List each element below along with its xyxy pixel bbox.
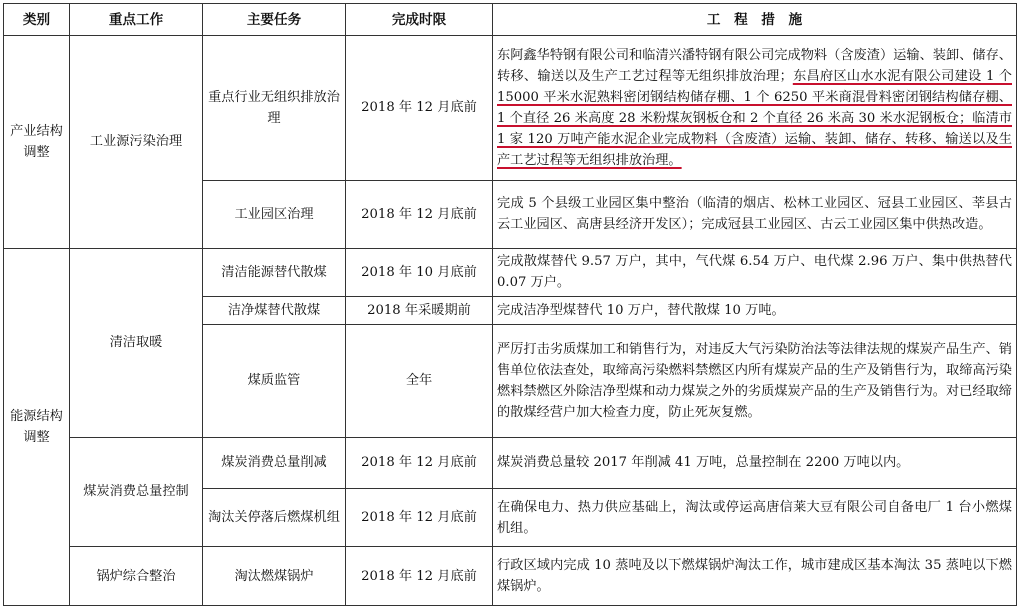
measure-cell: 完成 5 个县级工业园区集中整治（临清的烟店、松林工业园区、冠县工业园区、莘县古云工业园区、高唐县经济开发区）；完成冠县工业园区、古云工业园区集中供热改造。 bbox=[493, 180, 1017, 248]
header-deadline: 完成时限 bbox=[346, 4, 493, 36]
task-cell: 淘汰燃煤锅炉 bbox=[203, 547, 346, 606]
deadline-cell: 全年 bbox=[346, 324, 493, 437]
task-cell: 煤质监管 bbox=[203, 324, 346, 437]
measures-table bbox=[3, 3, 1017, 606]
deadline-cell: 2018 年 10 月底前 bbox=[346, 248, 493, 296]
header-main-task: 主要任务 bbox=[203, 4, 346, 36]
header-key-work: 重点工作 bbox=[70, 4, 203, 36]
measure-text: 东阿鑫华特钢有限公司和临清兴潘特钢有限公司完成物料（含废渣）运输、装卸、储存、转移、输送以及生产工艺过程等无组织排放治理； bbox=[497, 47, 1012, 84]
measure-underlined-text: 东昌府区山水水泥有限公司建设 1 个 15000 平米水泥熟料密闭钢结构储存棚、1 个 6250 平米商混骨料密闭钢结构储存棚、1 个直径 26 米高度 28 米粉煤灰钢板仓和 2 个直径 26 米高 30 米水泥钢板仓；临清市 1 家 120 万吨产能水泥企业完成物料（含废渣）运输、装卸、储存、转移、输送以及生产工艺过程等无组织排放治理。 bbox=[497, 68, 1012, 168]
task-cell: 重点行业无组织排放治理 bbox=[203, 36, 346, 181]
task-cell: 工业园区治理 bbox=[203, 180, 346, 248]
key-work-cell: 工业源污染治理 bbox=[70, 36, 203, 249]
measure-cell bbox=[493, 36, 1017, 181]
deadline-cell: 2018 年 12 月底前 bbox=[346, 437, 493, 488]
measure-cell: 煤炭消费总量较 2017 年削减 41 万吨，总量控制在 2200 万吨以内。 bbox=[493, 437, 1017, 488]
deadline-cell: 2018 年 12 月底前 bbox=[346, 547, 493, 606]
category-cell: 产业结构调整 bbox=[4, 36, 70, 249]
table-row bbox=[4, 36, 1017, 181]
task-cell: 煤炭消费总量削减 bbox=[203, 437, 346, 488]
table-row bbox=[4, 248, 1017, 296]
deadline-cell: 2018 年采暖期前 bbox=[346, 296, 493, 324]
task-cell: 清洁能源替代散煤 bbox=[203, 248, 346, 296]
header-measures: 工 程 措 施 bbox=[493, 4, 1017, 36]
header-row bbox=[4, 4, 1017, 36]
key-work-cell: 锅炉综合整治 bbox=[70, 547, 203, 606]
table-row bbox=[4, 547, 1017, 606]
key-work-cell: 煤炭消费总量控制 bbox=[70, 437, 203, 547]
measure-cell: 在确保电力、热力供应基础上，淘汰或停运高唐信莱大豆有限公司自备电厂 1 台小燃煤机组。 bbox=[493, 488, 1017, 547]
task-cell: 淘汰关停落后燃煤机组 bbox=[203, 488, 346, 547]
deadline-cell: 2018 年 12 月底前 bbox=[346, 180, 493, 248]
key-work-cell: 清洁取暖 bbox=[70, 248, 203, 437]
measure-cell: 严厉打击劣质煤加工和销售行为，对违反大气污染防治法等法律法规的煤炭产品生产、销售单位依法查处，取缔高污染燃料禁燃区内所有煤炭产品的生产及销售行为，取缔高污染燃料禁燃区外除洁净型煤和动力煤炭之外的劣质煤炭产品的生产及销售行为。对已经取缔的散煤经营户加大检查力度，防止死灰复燃。 bbox=[493, 324, 1017, 437]
deadline-cell: 2018 年 12 月底前 bbox=[346, 488, 493, 547]
measure-cell: 完成洁净型煤替代 10 万户，替代散煤 10 万吨。 bbox=[493, 296, 1017, 324]
category-cell: 能源结构调整 bbox=[4, 248, 70, 605]
table-row bbox=[4, 437, 1017, 488]
measure-cell: 完成散煤替代 9.57 万户，其中，气代煤 6.54 万户、电代煤 2.96 万户、集中供热替代 0.07 万户。 bbox=[493, 248, 1017, 296]
task-cell: 洁净煤替代散煤 bbox=[203, 296, 346, 324]
deadline-cell: 2018 年 12 月底前 bbox=[346, 36, 493, 181]
header-category: 类别 bbox=[4, 4, 70, 36]
measure-cell: 行政区域内完成 10 蒸吨及以下燃煤锅炉淘汰工作，城市建成区基本淘汰 35 蒸吨以下燃煤锅炉。 bbox=[493, 547, 1017, 606]
